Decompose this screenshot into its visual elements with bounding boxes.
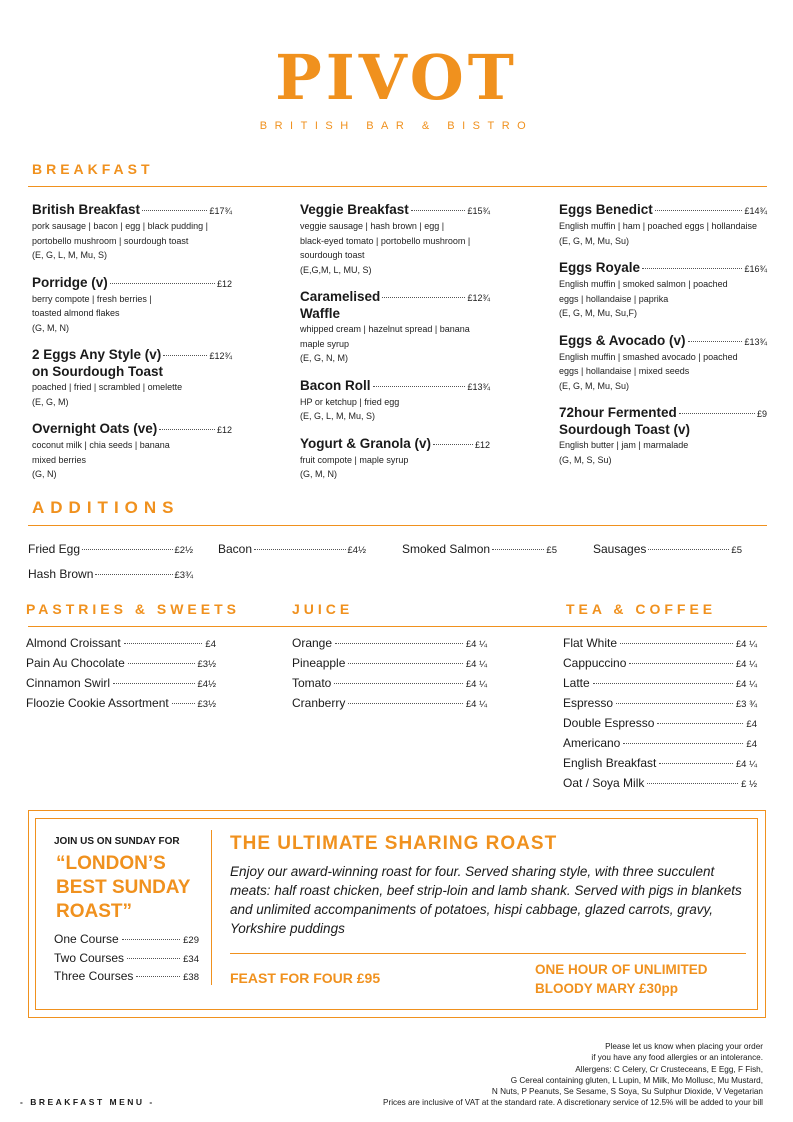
juice-item-price: £4 ¼ [465, 679, 487, 690]
dot-leader [159, 429, 215, 430]
menu-item-description [300, 395, 490, 424]
dot-leader [254, 549, 345, 550]
tea-item-price: £3 ¾ [735, 699, 757, 710]
pastries-item-price: £4 [205, 639, 216, 650]
tea-row [563, 676, 757, 696]
addition-row [593, 542, 742, 556]
description-line: sourdough toast [300, 250, 365, 260]
dot-leader [657, 723, 743, 724]
tea-row [563, 636, 757, 656]
menu-item-head [300, 378, 490, 395]
menu-item-name: 2 Eggs Any Style (v) [32, 347, 162, 362]
description-line: black-eyed tomato | portobello mushroom | [300, 235, 471, 246]
description-line: poached | fried | scrambled | omelette [32, 382, 183, 392]
menu-item-name: Eggs Royale [559, 260, 641, 275]
menu-item-description [559, 350, 767, 394]
breakfast-column-3 [559, 202, 767, 479]
course-price: £38 [183, 972, 199, 983]
tea-item-price: £4 [746, 719, 757, 730]
pastries-row [26, 636, 216, 656]
course-row [54, 932, 199, 951]
menu-item-subtitle: Sourdough Toast (v) [559, 422, 690, 437]
menu-item-price: £15¾ [467, 206, 490, 216]
tea-row [563, 656, 757, 676]
sharing-roast-title: THE ULTIMATE SHARING ROAST [230, 833, 558, 854]
additions-rule [28, 525, 767, 526]
menu-item-name: Overnight Oats (ve) [32, 421, 158, 436]
dot-leader [172, 703, 195, 704]
menu-item-head [32, 421, 232, 438]
pastries-item-price: £4½ [197, 679, 216, 690]
addition-row [402, 542, 557, 556]
join-sunday-label: JOIN US ON SUNDAY FOR [54, 836, 180, 847]
course-name: One Course [54, 932, 119, 946]
menu-item [32, 347, 232, 409]
tea-item-price: £4 ¼ [735, 659, 757, 670]
dot-leader [334, 683, 463, 684]
addition-price: £4½ [347, 545, 366, 556]
tea-item-name: Double Espresso [563, 716, 655, 730]
menu-item-description [32, 438, 232, 482]
description-line: (G, M, N) [32, 322, 69, 333]
course-price: £29 [183, 935, 199, 946]
description-line: eggs | hollandaise | mixed seeds [559, 366, 690, 376]
menu-item-price: £12 [216, 278, 232, 289]
description-line: English butter | jam | marmalade [559, 440, 689, 450]
sharing-roast-description: Enjoy our award-winning roast for four. Served sharing style, with three succulent meats: half roast chicken, beef strip-loin and lamb shank. Served with pigs in blankets and unlimited accompaniments of potatoes, hispi cabbage, glazed carrots, gravy, Yorkshire puddings [230, 864, 742, 936]
dot-leader [373, 386, 466, 387]
tea-row [563, 716, 757, 736]
tea-item-name: Cappuccino [563, 656, 627, 670]
dot-leader [335, 643, 463, 644]
dot-leader [593, 683, 733, 684]
allergen-notice [323, 1041, 763, 1109]
pastries-item-name: Cinnamon Swirl [26, 676, 111, 690]
menu-item-name: Porridge (v) [32, 274, 108, 290]
breakfast-title: BREAKFAST [32, 161, 154, 177]
dot-leader [492, 549, 544, 550]
juice-item-name: Pineapple [292, 656, 346, 670]
pastries-row [26, 696, 216, 716]
dot-leader [688, 341, 743, 342]
tea-row [563, 736, 757, 756]
dot-leader [648, 549, 729, 550]
menu-item-head [32, 347, 232, 364]
menu-item [300, 289, 490, 366]
menu-item-description [300, 453, 490, 482]
bloody-mary-offer: ONE HOUR OF UNLIMITED BLOODY MARY £30pp [535, 962, 708, 996]
dot-leader [411, 210, 466, 211]
tea-item-name: Flat White [563, 636, 618, 650]
description-line: English muffin | ham | poached eggs | hollandaise [559, 221, 757, 231]
dot-leader [127, 958, 180, 959]
menu-item-name: Yogurt & Granola (v) [300, 435, 432, 451]
tea-item-name: Americano [563, 736, 621, 750]
menu-item [559, 202, 767, 248]
menu-item-name: Eggs Benedict [559, 202, 653, 217]
description-line: HP or ketchup | fried egg [300, 396, 400, 407]
menu-item-price: £12¾ [209, 351, 232, 361]
juice-item-name: Cranberry [292, 696, 346, 710]
pastries-item-name: Pain Au Chocolate [26, 656, 125, 670]
pastries-item-name: Almond Croissant [26, 636, 121, 650]
allergen-line: G Cereal containing gluten, L Lupin, M Milk, Mo Mollusc, Mu Mustard, [510, 1075, 763, 1085]
menu-item [559, 405, 767, 467]
dot-leader [113, 683, 194, 684]
description-line: (E, G, M, Mu, Su) [559, 235, 630, 246]
description-line: maple syrup [300, 338, 350, 349]
tea-item-price: £ ½ [741, 779, 757, 790]
tea-coffee-title: TEA & COFFEE [566, 601, 717, 617]
pastries-item-name: Floozie Cookie Assortment [26, 696, 169, 710]
menu-item-description [559, 438, 767, 467]
pastries-item-price: £3½ [197, 699, 216, 710]
dot-leader [122, 939, 180, 940]
tea-row [563, 776, 757, 796]
dot-leader [433, 444, 473, 445]
dot-leader [629, 663, 732, 664]
menu-item-price: £13¾ [744, 336, 767, 347]
menu-item-price: £17¾ [209, 206, 232, 216]
tea-item-name: Latte [563, 676, 590, 690]
description-line: English muffin | smashed avocado | poached [559, 351, 738, 362]
brand-tagline: BRITISH BAR & BISTRO [259, 120, 534, 132]
description-line: (G, M, S, Su) [559, 454, 612, 465]
dot-leader [110, 283, 215, 284]
allergen-line: Allergens: C Celery, Cr Crusteceans, E Egg, F Fish, [575, 1064, 763, 1074]
dot-leader [623, 743, 743, 744]
menu-item-price: £13¾ [467, 381, 490, 392]
pastries-item-price: £3½ [197, 659, 216, 670]
description-line: (E, G, M, Mu, Su,F) [559, 308, 638, 318]
menu-item-name: Bacon Roll [300, 377, 371, 393]
juice-row [292, 696, 487, 716]
breakfast-column-2 [300, 202, 490, 494]
dot-leader [142, 210, 207, 211]
menu-item-price: £12¾ [467, 293, 490, 303]
pastries-list [26, 636, 216, 716]
juice-item-price: £4 ¼ [465, 699, 487, 710]
addition-row [218, 542, 366, 556]
tea-item-name: Oat / Soya Milk [563, 776, 645, 790]
dot-leader [136, 976, 180, 977]
course-row [54, 951, 199, 970]
juice-item-price: £4 ¼ [465, 659, 487, 670]
dot-leader [659, 763, 732, 764]
dot-leader [382, 297, 465, 298]
footer-label: - BREAKFAST MENU - [20, 1097, 155, 1107]
course-name: Three Courses [54, 969, 134, 983]
addition-row [28, 567, 193, 581]
description-line: fruit compote | maple syrup [300, 454, 409, 465]
vat-notice: Prices are inclusive of VAT at the standard rate. A discretionary service of 12.5% will be added to your bill [383, 1098, 763, 1108]
addition-price: £3¾ [174, 570, 193, 581]
menu-item-head [300, 436, 490, 453]
menu-item-price: £12 [216, 425, 232, 435]
addition-name: Bacon [218, 542, 253, 556]
menu-item-description [32, 380, 232, 409]
menu-item-head [559, 202, 767, 219]
dot-leader [348, 703, 463, 704]
menu-item-price: £12 [474, 439, 490, 450]
juice-item-price: £4 ¼ [465, 639, 487, 650]
description-line: (E,G,M, L, MU, S) [300, 264, 372, 275]
tea-coffee-list [563, 636, 757, 796]
course-price: £34 [183, 953, 199, 965]
menu-item [300, 378, 490, 424]
allergen-line: Please let us know when placing your order [605, 1042, 763, 1051]
juice-row [292, 636, 487, 656]
description-line: coconut milk | chia seeds | banana [32, 440, 170, 450]
menu-item-subtitle: Waffle [300, 306, 340, 321]
tea-item-price: £4 ¼ [735, 679, 757, 690]
description-line: (G, M, N) [300, 469, 337, 479]
dot-leader [642, 268, 742, 269]
menu-item [300, 202, 490, 277]
description-line: portobello mushroom | sourdough toast [32, 235, 189, 246]
breakfast-rule [28, 186, 767, 187]
menu-item [32, 202, 232, 263]
menu-item-name: 72hour Fermented [559, 405, 677, 420]
feast-for-four: FEAST FOR FOUR £95 [230, 970, 381, 986]
description-line: (E, G, M, Mu, Su) [559, 380, 630, 391]
menu-item-description [32, 292, 232, 336]
additions-title: ADDITIONS [32, 498, 180, 517]
tea-item-name: Espresso [563, 696, 614, 710]
menu-item-head [559, 405, 767, 422]
juice-item-name: Orange [292, 636, 333, 650]
description-line: eggs | hollandaise | paprika [559, 293, 669, 304]
tea-row [563, 696, 757, 716]
menu-item-name: Caramelised [300, 289, 381, 304]
description-line: (E, G, L, M, Mu, S) [300, 411, 376, 421]
description-line: toasted almond flakes [32, 308, 120, 318]
menu-item-head [559, 260, 767, 277]
dot-leader [95, 574, 172, 575]
addition-price: £2½ [174, 545, 193, 556]
menu-item-price: £16¾ [744, 264, 767, 274]
addition-name: Hash Brown [28, 567, 94, 581]
addition-name: Sausages [593, 542, 647, 556]
description-line: whipped cream | hazelnut spread | banana [300, 324, 470, 334]
dot-leader [679, 413, 755, 414]
brand-logo [0, 41, 793, 132]
pastries-row [26, 656, 216, 676]
course-row [54, 969, 199, 988]
juice-list [292, 636, 487, 716]
best-roast-headline: “LONDON’S BEST SUNDAY ROAST” [56, 853, 191, 922]
description-line: (E, G, M) [32, 396, 69, 407]
menu-item-name: Eggs & Avocado (v) [559, 332, 686, 348]
dot-leader [647, 783, 738, 784]
menu-item-head [300, 289, 490, 306]
dot-leader [163, 355, 207, 356]
tea-row [563, 756, 757, 776]
dot-leader [82, 549, 172, 550]
description-line: berry compote | fresh berries | [32, 293, 152, 304]
menu-item [300, 436, 490, 482]
description-line: (G, N) [32, 469, 57, 479]
juice-item-name: Tomato [292, 676, 332, 690]
menu-item-description [559, 219, 767, 248]
menu-item-name: Veggie Breakfast [300, 202, 409, 217]
dot-leader [616, 703, 733, 704]
menu-item-description [300, 219, 490, 277]
menu-item [32, 421, 232, 482]
description-line: English muffin | smoked salmon | poached [559, 279, 728, 289]
description-line: (E, G, N, M) [300, 353, 348, 363]
menu-item-head [300, 202, 490, 219]
allergen-line: N Nuts, P Peanuts, Se Sesame, S Soya, Su Sulphur Dioxide, V Vegetarian [491, 1087, 763, 1097]
drinks-rule [28, 626, 767, 627]
dot-leader [128, 663, 195, 664]
course-list [54, 932, 199, 988]
pastries-title: PASTRIES & SWEETS [26, 601, 240, 617]
description-line: veggie sausage | hash brown | egg | [300, 221, 445, 231]
juice-row [292, 656, 487, 676]
addition-name: Smoked Salmon [402, 542, 491, 556]
description-line: pork sausage | bacon | egg | black pudding | [32, 221, 208, 231]
description-line: (E, G, L, M, Mu, S) [32, 250, 108, 260]
menu-item-description [559, 277, 767, 321]
juice-title: JUICE [292, 601, 354, 617]
tea-item-price: £4 ¼ [735, 639, 757, 650]
menu-item [559, 260, 767, 321]
dot-leader [620, 643, 733, 644]
menu-item-name: British Breakfast [32, 202, 141, 217]
menu-item-subtitle: on Sourdough Toast [32, 364, 163, 379]
tea-item-price: £4 ¼ [735, 759, 757, 770]
dot-leader [655, 210, 743, 211]
menu-item-price: £14¾ [744, 206, 767, 216]
menu-item-head [32, 202, 232, 219]
addition-price: £5 [731, 545, 742, 556]
addition-row [28, 542, 193, 556]
pastries-row [26, 676, 216, 696]
addition-price: £5 [546, 545, 557, 556]
menu-item [32, 275, 232, 336]
juice-row [292, 676, 487, 696]
brand-name: PIVOT [275, 41, 518, 114]
tea-item-name: English Breakfast [563, 756, 657, 770]
menu-item-description [300, 322, 490, 366]
allergen-line: if you have any food allergies or an intolerance. [591, 1053, 763, 1063]
breakfast-column-1 [32, 202, 232, 494]
dot-leader [348, 663, 462, 664]
addition-name: Fried Egg [28, 542, 81, 556]
dot-leader [124, 643, 203, 644]
course-name: Two Courses [54, 950, 125, 965]
menu-item-price: £9 [756, 409, 767, 419]
tea-item-price: £4 [746, 739, 757, 750]
menu-item-head [559, 333, 767, 350]
sharing-rule [230, 953, 746, 954]
description-line: mixed berries [32, 454, 87, 465]
menu-item-description [32, 219, 232, 263]
menu-item [559, 333, 767, 394]
menu-item-head [32, 275, 232, 292]
